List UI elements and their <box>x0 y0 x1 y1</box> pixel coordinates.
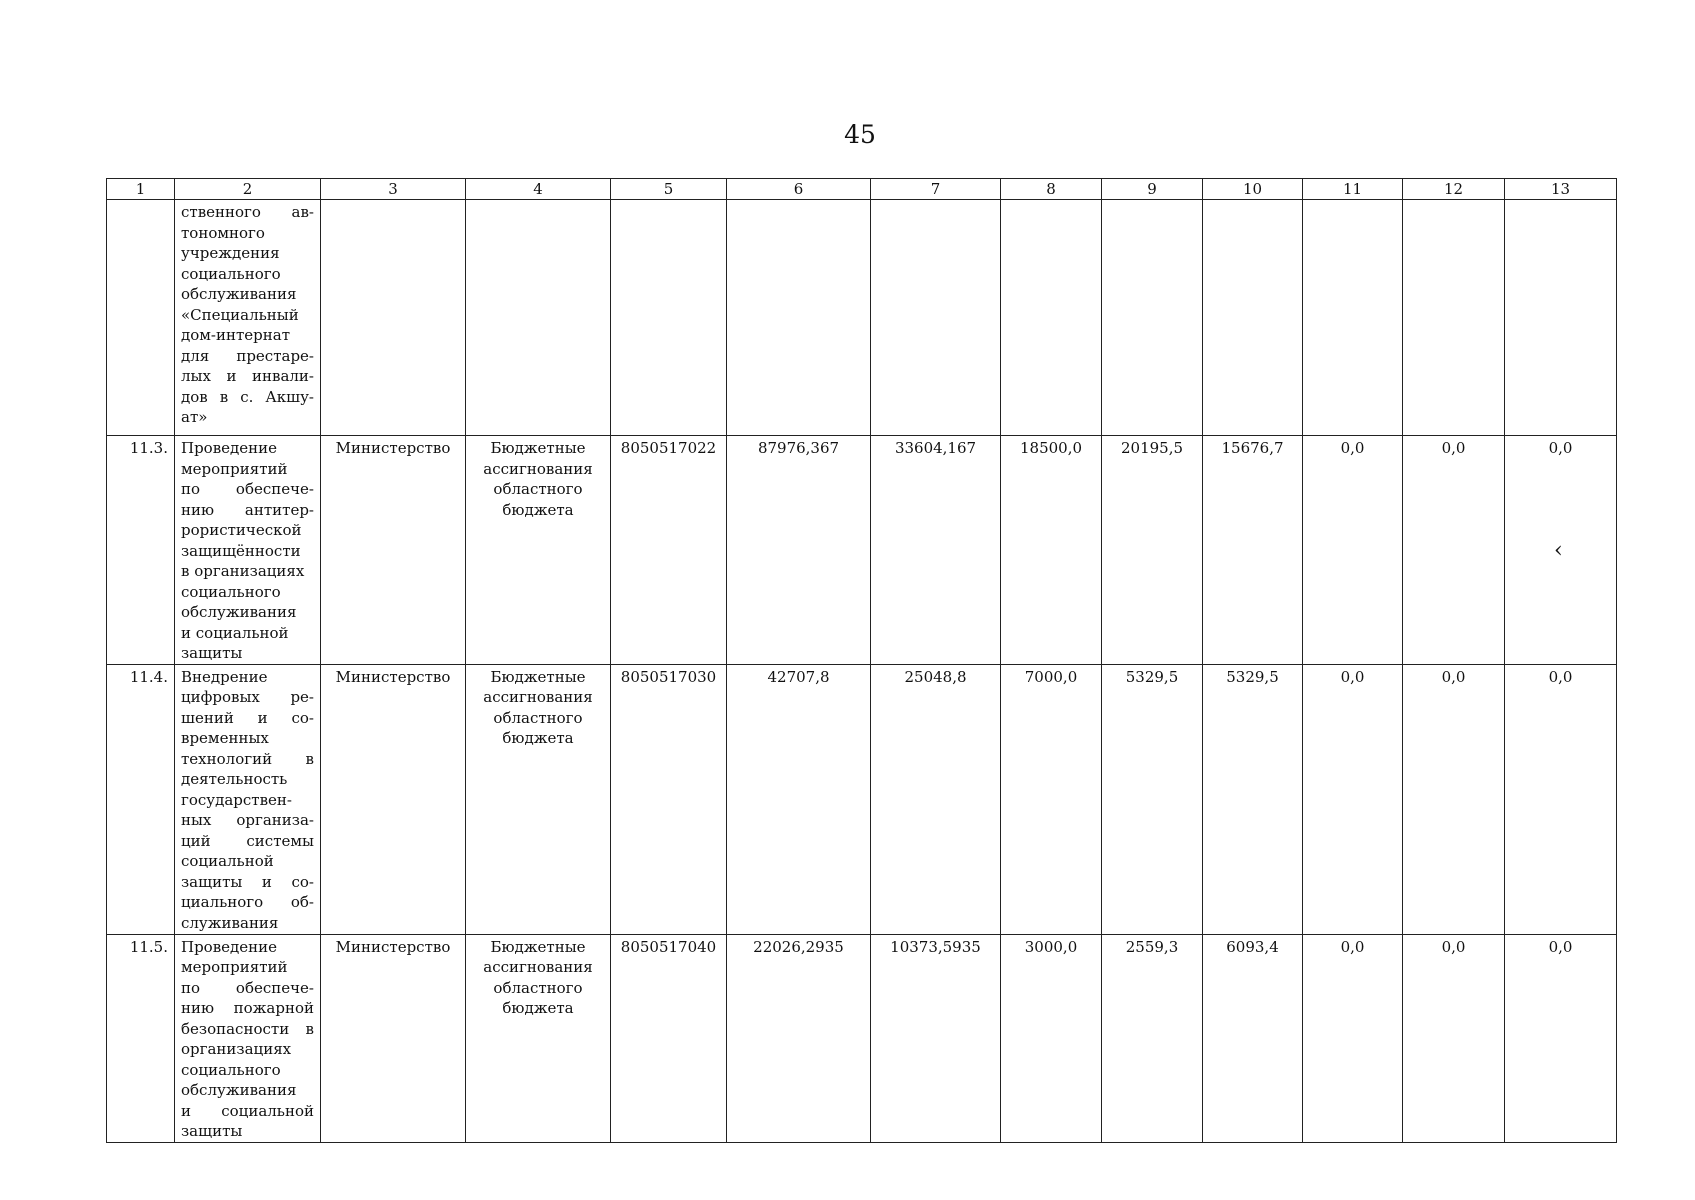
table-row <box>107 436 1617 665</box>
amount-cell: 22026,2935 <box>727 934 871 1142</box>
description-line: социального <box>181 264 281 283</box>
amount-cell <box>1102 200 1203 436</box>
column-number: 12 <box>1403 179 1505 200</box>
column-number: 8 <box>1001 179 1102 200</box>
row-number: 11.3. <box>107 436 175 665</box>
column-number: 7 <box>871 179 1001 200</box>
pen-mark: ‹ <box>1554 538 1563 563</box>
description-line: мероприятий <box>181 459 288 478</box>
amount-cell: 10373,5935 <box>871 934 1001 1142</box>
description-line: защиты <box>181 1122 243 1140</box>
description-line: защищённости <box>181 541 301 560</box>
description-line: социальной <box>181 852 274 870</box>
description-line: безопасности в <box>181 1019 314 1038</box>
amount-cell: 0,0 <box>1505 436 1617 665</box>
description-line: Внедрение <box>181 667 268 686</box>
column-number: 1 <box>107 179 175 200</box>
description-line: обслуживания <box>181 603 297 621</box>
description-line: Проведение <box>181 439 278 457</box>
description-line: ственного ав- <box>181 203 314 221</box>
responsible-executor: Министерство <box>321 934 466 1142</box>
amount-cell: 0,0 <box>1303 934 1403 1142</box>
budget-code: 8050517030 <box>611 664 727 934</box>
description-line: и социальной <box>181 623 289 642</box>
amount-cell: 25048,8 <box>871 664 1001 934</box>
description-line: технологий в <box>181 749 314 768</box>
table-row <box>107 200 1617 436</box>
amount-cell: 0,0 <box>1403 664 1505 934</box>
description-line: тономного <box>181 223 265 242</box>
responsible-executor <box>321 200 466 436</box>
amount-cell: 42707,8 <box>727 664 871 934</box>
amount-cell <box>727 200 871 436</box>
amount-cell <box>1403 200 1505 436</box>
description-line: рористической <box>181 521 302 539</box>
description-line: ций системы <box>181 831 314 850</box>
column-number: 13 <box>1505 179 1617 200</box>
row-number: 11.5. <box>107 934 175 1142</box>
description-line: по обеспече- <box>181 480 314 498</box>
table-row <box>107 664 1617 934</box>
description-line: дом-интернат <box>181 326 291 344</box>
amount-cell: 0,0 <box>1303 436 1403 665</box>
amount-cell: 7000,0 <box>1001 664 1102 934</box>
amount-cell <box>1203 200 1303 436</box>
row-number: 11.4. <box>107 664 175 934</box>
amount-cell: 2559,3 <box>1102 934 1203 1142</box>
activity-description <box>175 436 321 665</box>
table-row <box>107 934 1617 1142</box>
description-line: и социальной <box>181 1101 314 1120</box>
description-line: циального об- <box>181 893 314 911</box>
description-line: ат» <box>181 408 208 426</box>
amount-cell: 5329,5 <box>1203 664 1303 934</box>
description-line: социального <box>181 1060 281 1079</box>
budget-code: 8050517022 <box>611 436 727 665</box>
description-line: служивания <box>181 913 279 932</box>
budget-code: 8050517040 <box>611 934 727 1142</box>
budget-table <box>106 178 1617 1143</box>
description-line: Проведение <box>181 937 278 956</box>
activity-description <box>175 200 321 436</box>
description-line: государствен- <box>181 790 292 809</box>
amount-cell: 18500,0 <box>1001 436 1102 665</box>
amount-cell <box>1303 200 1403 436</box>
description-line: по обеспече- <box>181 978 314 997</box>
row-number <box>107 200 175 436</box>
amount-cell: 0,0 <box>1403 436 1505 665</box>
description-line: нию пожарной <box>181 999 314 1017</box>
description-line: в организациях <box>181 562 305 580</box>
description-line: мероприятий <box>181 958 288 976</box>
description-line: защиты <box>181 644 243 662</box>
description-line: социального <box>181 582 281 601</box>
activity-description <box>175 934 321 1142</box>
amount-cell <box>1001 200 1102 436</box>
description-line: «Специальный <box>181 305 299 324</box>
description-line: обслуживания <box>181 285 297 303</box>
amount-cell: 0,0 <box>1505 664 1617 934</box>
description-line: нию антитер- <box>181 500 314 519</box>
column-number: 6 <box>727 179 871 200</box>
amount-cell <box>871 200 1001 436</box>
description-line: организациях <box>181 1040 292 1058</box>
amount-cell: 6093,4 <box>1203 934 1303 1142</box>
description-line: цифровых ре- <box>181 688 314 706</box>
funding-source: Бюджетные ассигнования областного бюджета <box>466 664 611 934</box>
description-line: ных организа- <box>181 811 314 829</box>
amount-cell: 33604,167 <box>871 436 1001 665</box>
description-line: обслуживания <box>181 1081 297 1099</box>
column-number: 4 <box>466 179 611 200</box>
description-line: лых и инвали- <box>181 367 314 385</box>
amount-cell: 15676,7 <box>1203 436 1303 665</box>
column-number: 2 <box>175 179 321 200</box>
column-number: 11 <box>1303 179 1403 200</box>
responsible-executor: Министерство <box>321 664 466 934</box>
column-number: 9 <box>1102 179 1203 200</box>
description-line: шений и со- <box>181 708 314 727</box>
column-number: 10 <box>1203 179 1303 200</box>
funding-source: Бюджетные ассигнования областного бюджета <box>466 436 611 665</box>
column-number-row <box>107 179 1617 200</box>
funding-source: Бюджетные ассигнования областного бюджета <box>466 934 611 1142</box>
amount-cell: 0,0 <box>1403 934 1505 1142</box>
description-line: деятельность <box>181 770 288 788</box>
amount-cell: 20195,5 <box>1102 436 1203 665</box>
funding-source <box>466 200 611 436</box>
amount-cell: 0,0 <box>1303 664 1403 934</box>
amount-cell: 3000,0 <box>1001 934 1102 1142</box>
column-number: 5 <box>611 179 727 200</box>
budget-code <box>611 200 727 436</box>
amount-cell: 87976,367 <box>727 436 871 665</box>
description-line: для престаре- <box>181 346 314 365</box>
activity-description <box>175 664 321 934</box>
amount-cell <box>1505 200 1617 436</box>
description-line: защиты и со- <box>181 872 314 891</box>
amount-cell: 5329,5 <box>1102 664 1203 934</box>
page-number: 45 <box>844 120 876 149</box>
description-line: временных <box>181 729 269 747</box>
responsible-executor: Министерство <box>321 436 466 665</box>
description-line: учреждения <box>181 244 280 262</box>
description-line: дов в с. Акшу- <box>181 387 314 406</box>
amount-cell: 0,0 <box>1505 934 1617 1142</box>
column-number: 3 <box>321 179 466 200</box>
